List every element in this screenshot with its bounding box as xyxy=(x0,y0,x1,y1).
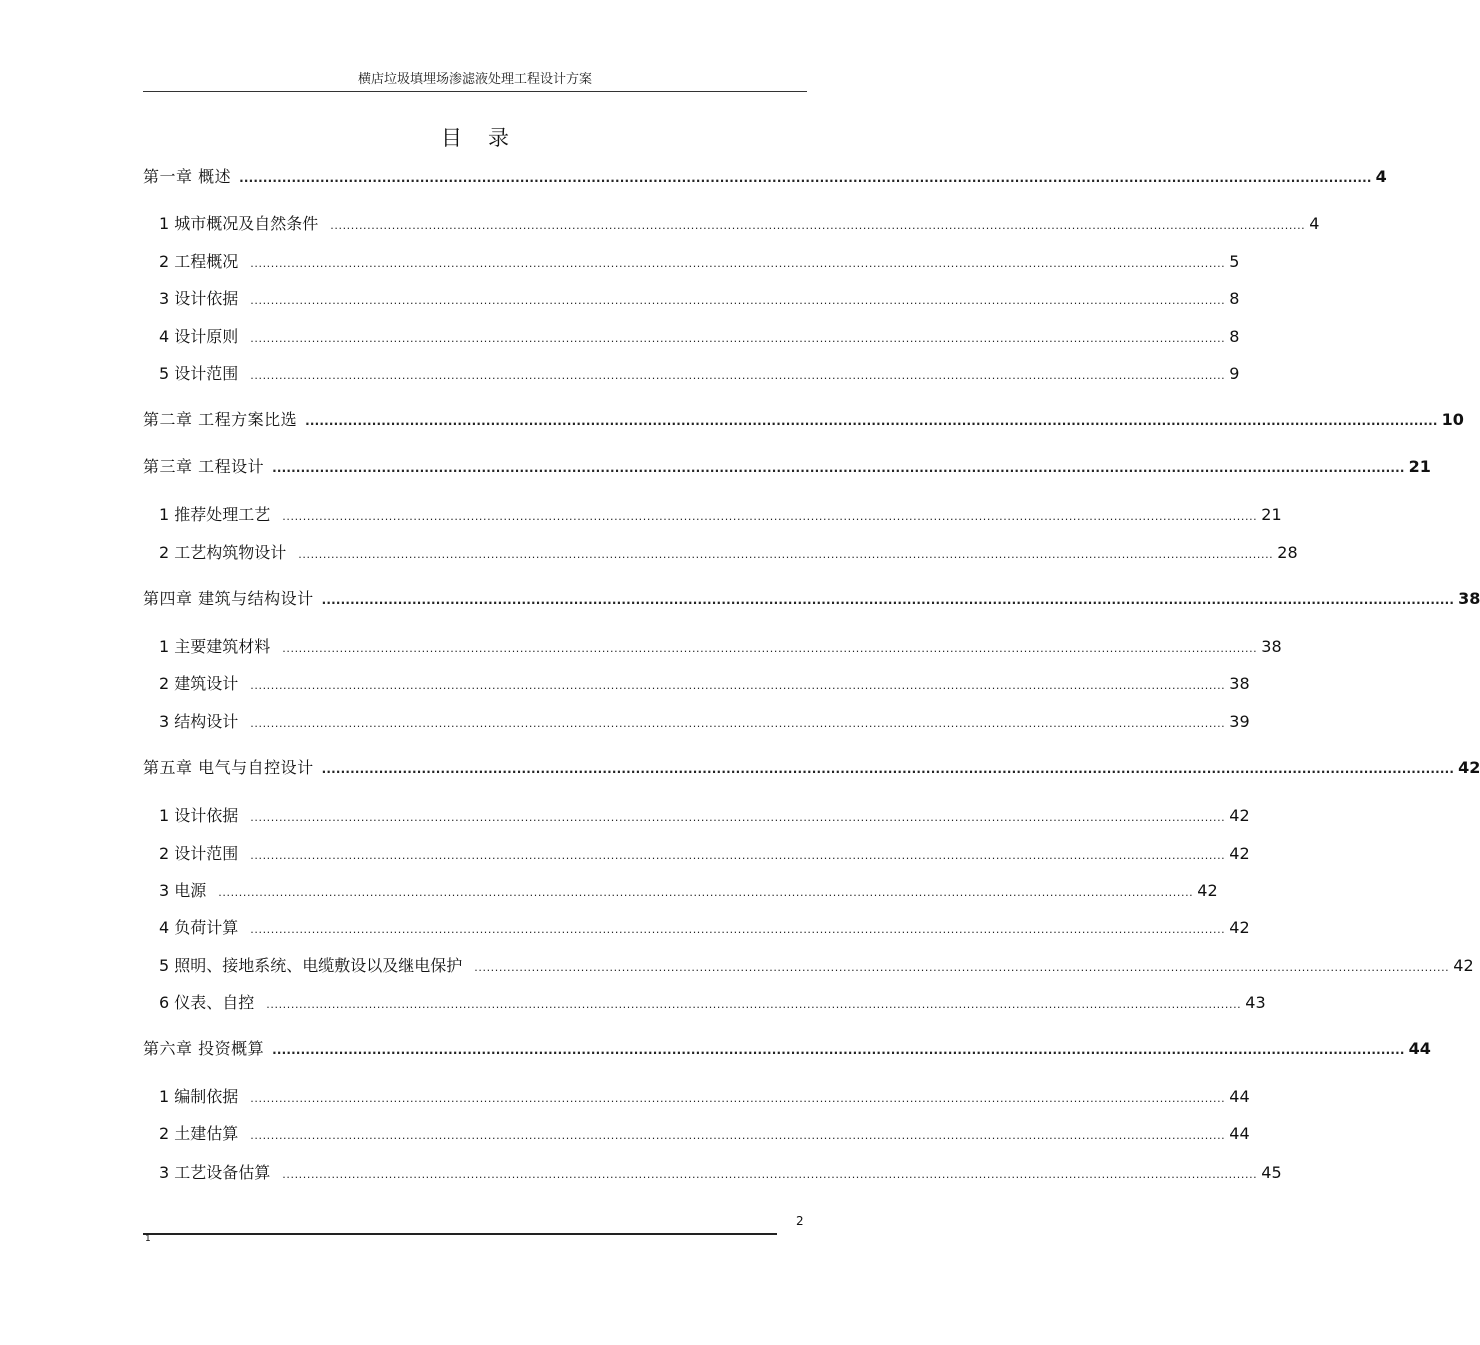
toc-entry-label: 3 设计依据 xyxy=(159,289,239,308)
toc-section-row[interactable] xyxy=(159,1163,1282,1185)
toc-entry-label: 2 设计范围 xyxy=(159,844,239,863)
toc-entry-label: 5 设计范围 xyxy=(159,364,239,383)
toc-section-row[interactable] xyxy=(159,327,1240,349)
toc-entry-label: 1 编制依据 xyxy=(159,1087,239,1106)
toc-section-row[interactable] xyxy=(159,844,1250,866)
toc-entry-label: 3 电源 xyxy=(159,881,207,900)
toc-chapter-row[interactable] xyxy=(143,758,1480,779)
toc-entry-page: 44 xyxy=(1408,1039,1431,1058)
toc-entry-page: 42 xyxy=(1229,806,1250,825)
dot-leader: .............................................................................................................................................................................................................................................. xyxy=(321,762,1455,776)
toc-chapter-row[interactable] xyxy=(143,410,1464,431)
dot-leader: .............................................................................................................................................................................................................................................. xyxy=(239,171,1372,185)
dot-leader: .............................................................................................................................................................................................................................................. xyxy=(272,461,1405,475)
footer-rule xyxy=(143,1233,777,1235)
dot-leader: .............................................................................................................................................................................................................................................. xyxy=(330,219,1306,232)
toc-entry-label: 第六章 投资概算 xyxy=(143,1039,265,1058)
dot-leader: .............................................................................................................................................................................................................................................. xyxy=(298,548,1274,561)
toc-section-row[interactable] xyxy=(159,1087,1250,1109)
dot-leader: .............................................................................................................................................................................................................................................. xyxy=(250,332,1226,345)
toc-section-row[interactable] xyxy=(159,637,1282,659)
toc-entry-page: 5 xyxy=(1229,252,1240,271)
toc-entry-page: 38 xyxy=(1229,674,1250,693)
toc-entry-label: 1 推荐处理工艺 xyxy=(159,505,271,524)
dot-leader: .............................................................................................................................................................................................................................................. xyxy=(250,923,1226,936)
dot-leader: .............................................................................................................................................................................................................................................. xyxy=(250,811,1226,824)
toc-entry-page: 8 xyxy=(1229,289,1240,308)
toc-section-row[interactable] xyxy=(159,289,1240,311)
toc-entry-page: 39 xyxy=(1229,712,1250,731)
toc-entry-label: 5 照明、接地系统、电缆敷设以及继电保护 xyxy=(159,956,463,975)
dot-leader: .............................................................................................................................................................................................................................................. xyxy=(250,294,1226,307)
toc-entry-page: 43 xyxy=(1245,993,1266,1012)
toc-title: 目录 xyxy=(441,126,535,150)
header-title: 横店垃圾填埋场渗滤液处理工程设计方案 xyxy=(357,72,592,87)
dot-leader: .............................................................................................................................................................................................................................................. xyxy=(250,369,1226,382)
toc-entry-page: 28 xyxy=(1277,543,1298,562)
toc-entry-label: 2 工程概况 xyxy=(159,252,239,271)
toc-entry-page: 8 xyxy=(1229,327,1240,346)
toc-entry-label: 4 负荷计算 xyxy=(159,918,239,937)
toc-entry-page: 42 xyxy=(1453,956,1474,975)
toc-section-row[interactable] xyxy=(159,712,1250,734)
toc-section-row[interactable] xyxy=(159,806,1250,828)
toc-entry-label: 1 城市概况及自然条件 xyxy=(159,214,319,233)
toc-entry-label: 3 工艺设备估算 xyxy=(159,1163,271,1182)
toc-entry-label: 1 设计依据 xyxy=(159,806,239,825)
toc-entry-page: 9 xyxy=(1229,364,1240,383)
toc-entry-label: 第四章 建筑与结构设计 xyxy=(143,589,314,608)
toc-entry-label: 第二章 工程方案比选 xyxy=(143,410,298,429)
dot-leader: .............................................................................................................................................................................................................................................. xyxy=(474,961,1450,974)
dot-leader: .............................................................................................................................................................................................................................................. xyxy=(250,717,1226,730)
dot-leader: .............................................................................................................................................................................................................................................. xyxy=(250,257,1226,270)
toc-section-row[interactable] xyxy=(159,252,1240,274)
toc-entry-label: 2 建筑设计 xyxy=(159,674,239,693)
toc-chapter-row[interactable] xyxy=(143,457,1431,478)
dot-leader: .............................................................................................................................................................................................................................................. xyxy=(272,1043,1405,1057)
toc-section-row[interactable] xyxy=(159,881,1218,903)
dot-leader: .............................................................................................................................................................................................................................................. xyxy=(250,849,1226,862)
toc-entry-label: 2 工艺构筑物设计 xyxy=(159,543,287,562)
dot-leader: .............................................................................................................................................................................................................................................. xyxy=(250,679,1226,692)
toc-entry-page: 38 xyxy=(1458,589,1480,608)
toc-section-row[interactable] xyxy=(159,956,1474,978)
toc-entry-page: 44 xyxy=(1229,1124,1250,1143)
toc-entry-label: 4 设计原则 xyxy=(159,327,239,346)
dot-leader: .............................................................................................................................................................................................................................................. xyxy=(321,593,1455,607)
toc-chapter-row[interactable] xyxy=(143,167,1387,188)
toc-chapter-row[interactable] xyxy=(143,589,1480,610)
toc-section-row[interactable] xyxy=(159,214,1320,236)
toc-chapter-row[interactable] xyxy=(143,1039,1431,1060)
dot-leader: .............................................................................................................................................................................................................................................. xyxy=(305,414,1438,428)
toc-entry-page: 4 xyxy=(1375,167,1387,186)
toc-section-row[interactable] xyxy=(159,993,1266,1015)
dot-leader: .............................................................................................................................................................................................................................................. xyxy=(282,1168,1258,1181)
toc-entry-page: 45 xyxy=(1261,1163,1282,1182)
footer-page-number: 2 xyxy=(796,1214,804,1228)
toc-entry-label: 3 结构设计 xyxy=(159,712,239,731)
toc-section-row[interactable] xyxy=(159,918,1250,940)
toc-section-row[interactable] xyxy=(159,505,1282,527)
toc-entry-page: 42 xyxy=(1229,844,1250,863)
toc-entry-label: 第五章 电气与自控设计 xyxy=(143,758,314,777)
toc-entry-page: 38 xyxy=(1261,637,1282,656)
toc-entry-page: 42 xyxy=(1458,758,1480,777)
dot-leader: .............................................................................................................................................................................................................................................. xyxy=(282,642,1258,655)
toc-section-row[interactable] xyxy=(159,1124,1250,1146)
toc-entry-page: 21 xyxy=(1408,457,1431,476)
dot-leader: .............................................................................................................................................................................................................................................. xyxy=(218,886,1194,899)
toc-entry-label: 第三章 工程设计 xyxy=(143,457,265,476)
toc-entry-label: 第一章 概述 xyxy=(143,167,232,186)
toc-entry-label: 2 土建估算 xyxy=(159,1124,239,1143)
dot-leader: .............................................................................................................................................................................................................................................. xyxy=(282,510,1258,523)
toc-section-row[interactable] xyxy=(159,543,1298,565)
dot-leader: .............................................................................................................................................................................................................................................. xyxy=(250,1092,1226,1105)
toc-entry-page: 21 xyxy=(1261,505,1282,524)
dot-leader: .............................................................................................................................................................................................................................................. xyxy=(250,1129,1226,1142)
footer-mark: 1 xyxy=(145,1234,151,1244)
toc-entry-page: 4 xyxy=(1309,214,1320,233)
dot-leader: .............................................................................................................................................................................................................................................. xyxy=(266,998,1242,1011)
toc-section-row[interactable] xyxy=(159,674,1250,696)
toc-entry-page: 10 xyxy=(1441,410,1464,429)
toc-entry-page: 42 xyxy=(1197,881,1218,900)
toc-entry-page: 44 xyxy=(1229,1087,1250,1106)
toc-entry-label: 6 仪表、自控 xyxy=(159,993,255,1012)
toc-entry-page: 42 xyxy=(1229,918,1250,937)
toc-entry-label: 1 主要建筑材料 xyxy=(159,637,271,656)
toc-section-row[interactable] xyxy=(159,364,1240,386)
